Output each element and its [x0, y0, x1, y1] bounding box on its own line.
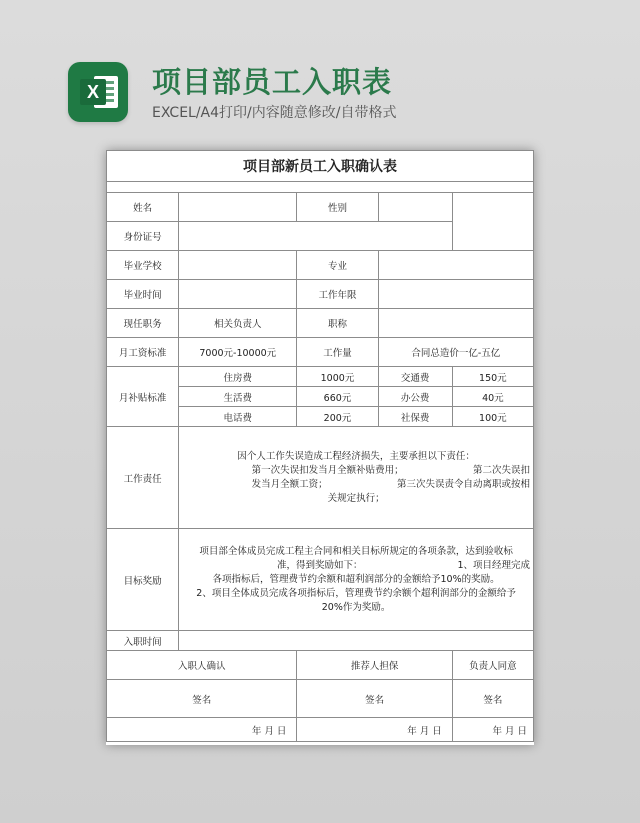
page-title: 项目部员工入职表: [152, 65, 393, 99]
duty-line: 因个人工作失误造成工程经济损失，主要承担以下责任：: [237, 450, 475, 462]
gender-label: 性别: [297, 193, 378, 222]
salary-label: 月工资标准: [107, 338, 179, 367]
salary-value[interactable]: 7000元-10000元: [179, 338, 297, 367]
work-years-cell[interactable]: [378, 280, 533, 309]
header: [0, 0, 640, 140]
title-cell[interactable]: [378, 309, 533, 338]
grad-time-label: 毕业时间: [107, 280, 179, 309]
photo-cell[interactable]: [452, 193, 533, 251]
id-label: 身份证号: [107, 222, 179, 251]
leader-label: 负责人同意: [452, 651, 533, 680]
position-label: 现任职务: [107, 309, 179, 338]
duty-line: 第一次失误扣发当月全额补贴费用； 第二次失误扣: [251, 464, 530, 476]
reward-text[interactable]: [179, 529, 534, 631]
subsidy-item-value[interactable]: 40元: [452, 387, 533, 407]
name-label: 姓名: [107, 193, 179, 222]
subsidy-item-label: 生活费: [179, 387, 297, 407]
page-subtitle: EXCEL/A4打印/内容随意修改/自带格式: [152, 105, 397, 121]
workload-value[interactable]: 合同总造价一亿-五亿: [378, 338, 533, 367]
subsidy-item-label: 办公费: [378, 387, 452, 407]
subsidy-item-value[interactable]: 200元: [297, 407, 378, 427]
reward-line: 各项指标后，管理费节约余额和超利润部分的金额给予10%的奖励。: [212, 573, 500, 585]
major-label: 专业: [297, 251, 378, 280]
confirm-label: 入职人确认: [107, 651, 297, 680]
entry-form-table: [106, 150, 534, 742]
form-title: 项目部新员工入职确认表: [107, 151, 534, 182]
recommender-label: 推荐人担保: [297, 651, 452, 680]
recommender-date[interactable]: 年 月 日: [297, 718, 452, 742]
duty-label: 工作责任: [107, 427, 179, 529]
work-years-label: 工作年限: [297, 280, 378, 309]
subsidy-item-value[interactable]: 1000元: [297, 367, 378, 387]
subsidy-label: 月补贴标准: [107, 367, 179, 427]
gender-cell[interactable]: [378, 193, 452, 222]
duty-line: 发当月全额工资； 第三次失误责令自动离职或按相: [251, 478, 530, 490]
subsidy-item-label: 社保费: [378, 407, 452, 427]
subsidy-item-label: 住房费: [179, 367, 297, 387]
form-sheet: [106, 150, 534, 745]
excel-x-letter: X: [80, 79, 106, 105]
duty-text[interactable]: [179, 427, 534, 529]
subsidy-item-value[interactable]: 150元: [452, 367, 533, 387]
major-cell[interactable]: [378, 251, 533, 280]
school-label: 毕业学校: [107, 251, 179, 280]
reward-line: 项目部全体成员完成工程主合同和相关目标所规定的各项条款，达到验收标: [199, 545, 513, 557]
position-value[interactable]: 相关负责人: [179, 309, 297, 338]
reward-line: 2、项目全体成员完成各项指标后，管理费节约余额个超利润部分的金额给予: [196, 587, 516, 599]
entry-time-cell[interactable]: [179, 631, 534, 651]
reward-line: 准，得到奖励如下： 1、项目经理完成: [277, 559, 530, 571]
confirm-date[interactable]: 年 月 日: [107, 718, 297, 742]
workload-label: 工作量: [297, 338, 378, 367]
recommender-sign[interactable]: 签名: [297, 680, 452, 718]
id-cell[interactable]: [179, 222, 453, 251]
leader-date[interactable]: 年 月 日: [452, 718, 533, 742]
subsidy-item-label: 交通费: [378, 367, 452, 387]
title-label: 职称: [297, 309, 378, 338]
name-cell[interactable]: [179, 193, 297, 222]
subsidy-item-value[interactable]: 100元: [452, 407, 533, 427]
entry-time-label: 入职时间: [107, 631, 179, 651]
leader-sign[interactable]: 签名: [452, 680, 533, 718]
school-cell[interactable]: [179, 251, 297, 280]
spacer-row: [107, 182, 534, 193]
subsidy-item-label: 电话费: [179, 407, 297, 427]
grad-time-cell[interactable]: [179, 280, 297, 309]
excel-logo-icon: [68, 62, 128, 122]
confirm-sign[interactable]: 签名: [107, 680, 297, 718]
subsidy-item-value[interactable]: 660元: [297, 387, 378, 407]
reward-line: 20%作为奖励。: [321, 601, 391, 613]
reward-label: 目标奖励: [107, 529, 179, 631]
duty-line: 关规定执行；: [327, 492, 385, 504]
